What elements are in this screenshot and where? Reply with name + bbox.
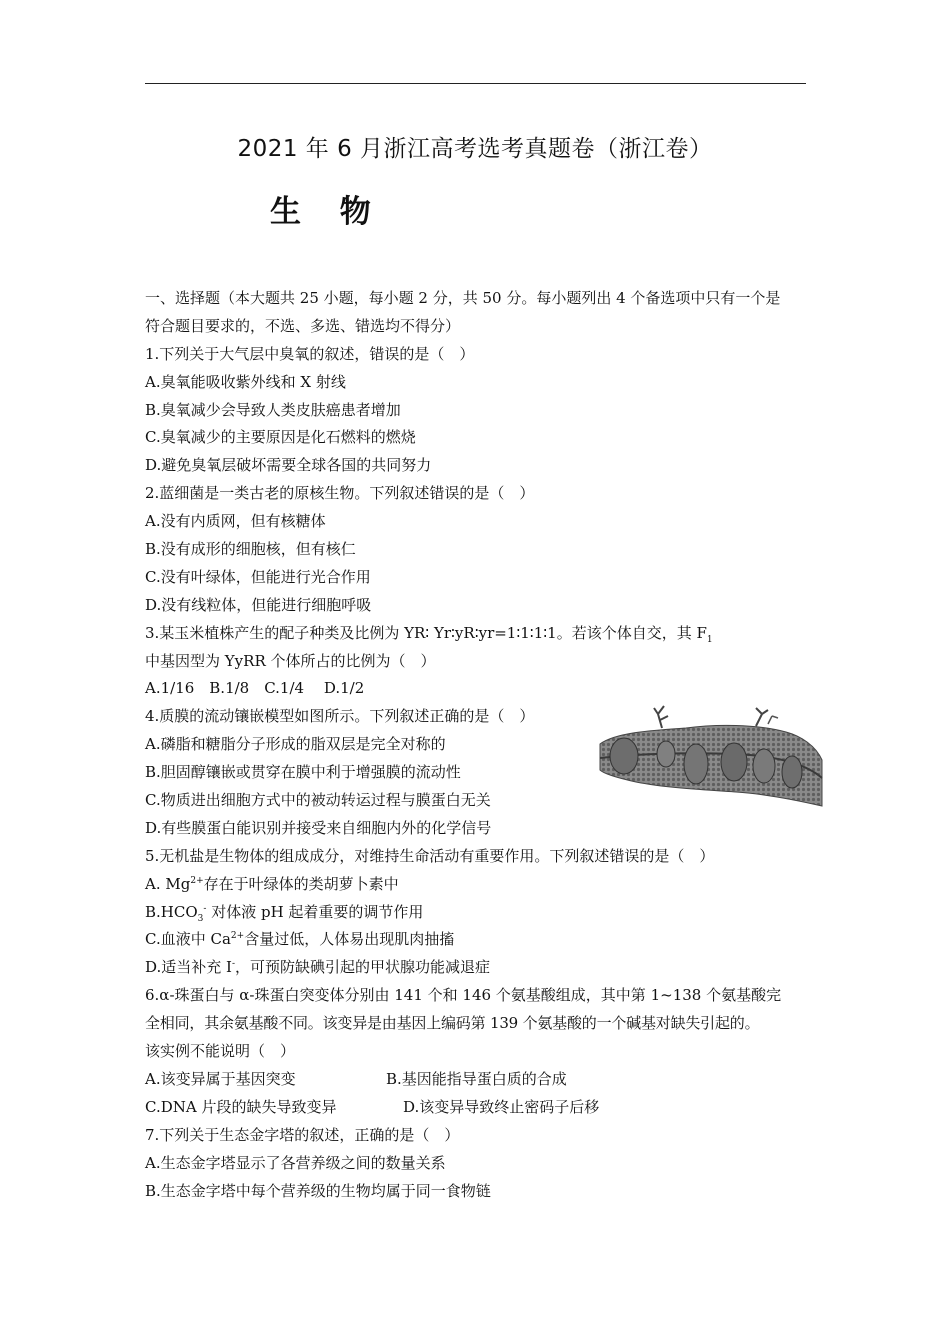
question-stem: 2.蓝细菌是一类古老的原核生物。下列叙述错误的是（ ）: [145, 484, 535, 503]
question-stem: 中基因型为 YyRR 个体所占的比例为（ ）: [145, 651, 436, 670]
exam-title: 2021 年 6 月浙江高考选考真题卷（浙江卷）: [237, 136, 713, 162]
option-text: C.臭氧减少的主要原因是化石燃料的燃烧: [145, 428, 416, 447]
option-text: D.没有线粒体，但能进行细胞呼吸: [145, 595, 372, 614]
question-stem: 该实例不能说明（ ）: [145, 1042, 296, 1061]
option-row: A.1/16 B.1/8 C.1/4 D.1/2: [145, 679, 365, 698]
superscript: -: [203, 903, 207, 914]
option-text: D.避免臭氧层破坏需要全球各国的共同努力: [145, 456, 432, 475]
question-stem: 全相同，其余氨基酸不同。该变异是由基因上编码第 139 个氨基酸的一个碱基对缺失引起的。: [145, 1014, 760, 1033]
option-part: B.HCO: [145, 902, 198, 921]
option-text: [145, 926, 810, 954]
question-stem: 6.α-珠蛋白与 α-珠蛋白突变体分别由 141 个和 146 个氨基酸组成，其中第 1~138 个氨基酸完: [145, 986, 782, 1005]
question-stem: 1.下列关于大气层中臭氧的叙述，错误的是（ ）: [145, 344, 475, 363]
option-part: C.血液中 Ca: [145, 930, 231, 949]
option-text: C.物质进出细胞方式中的被动转运过程与膜蛋白无关: [145, 791, 491, 810]
header-rule: [145, 83, 806, 84]
option-text: A.该变异属于基因突变: [145, 1069, 296, 1088]
question-stem: [145, 620, 810, 648]
section-intro: 符合题目要求的，不选、多选、错选均不得分）: [145, 316, 461, 335]
option-text: B.生态金字塔中每个营养级的生物均属于同一食物链: [145, 1181, 491, 1200]
option-text: B.没有成形的细胞核，但有核仁: [145, 540, 356, 559]
option-part: A. Mg: [145, 874, 191, 893]
superscript: 2+: [230, 931, 245, 942]
option-text: B.臭氧减少会导致人类皮肤癌患者增加: [145, 400, 401, 419]
option-text: D.该变异导致终止密码子后移: [403, 1097, 600, 1116]
option-part: D.适当补充 I: [145, 958, 232, 977]
option-text: [145, 954, 810, 982]
option-text: A.生态金字塔显示了各营养级之间的数量关系: [145, 1153, 446, 1172]
option-part: 含量过低，人体易出现肌肉抽搐: [244, 930, 455, 949]
question-stem: 7.下列关于生态金字塔的叙述，正确的是（ ）: [145, 1125, 460, 1144]
option-text: A.没有内质网，但有核糖体: [145, 512, 326, 531]
option-text: C.DNA 片段的缺失导致变异: [145, 1097, 337, 1116]
question-stem: 5.无机盐是生物体的组成成分，对维持生命活动有重要作用。下列叙述错误的是（ ）: [145, 846, 715, 865]
option-text: B.胆固醇镶嵌或贯穿在膜中利于增强膜的流动性: [145, 763, 461, 782]
subscript: 1: [706, 634, 713, 645]
option-part: 对体液 pH 起着重要的调节作用: [206, 902, 424, 921]
membrane-model-figure: [596, 702, 824, 810]
option-part: 存在于叶绿体的类胡萝卜素中: [203, 874, 399, 893]
subscript: 3: [197, 913, 204, 924]
option-text: [145, 899, 810, 927]
superscript: 2+: [190, 875, 204, 886]
section-intro: 一、选择题（本大题共 25 小题，每小题 2 分，共 50 分。每小题列出 4 个备选项中只有一个是: [145, 289, 781, 307]
option-text: [145, 871, 810, 899]
option-text: A.磷脂和糖脂分子形成的脂双层是完全对称的: [145, 735, 446, 754]
option-text: C.没有叶绿体，但能进行光合作用: [145, 567, 371, 586]
stem-text: 3.某玉米植株产生的配子种类及比例为 YR∶ Yr∶yR∶yr=1∶1∶1∶1。若该个体自交，其 F: [145, 623, 707, 642]
question-stem: 4.质膜的流动镶嵌模型如图所示。下列叙述正确的是（ ）: [145, 707, 535, 726]
subject-title: 生 物: [270, 194, 385, 230]
option-text: A.臭氧能吸收紫外线和 X 射线: [145, 372, 346, 391]
option-part: ，可预防缺碘引起的甲状腺功能减退症: [235, 958, 491, 977]
option-text: D.有些膜蛋白能识别并接受来自细胞内外的化学信号: [145, 818, 492, 837]
superscript: -: [231, 959, 236, 970]
option-row: [145, 1094, 810, 1122]
option-text: B.基因能指导蛋白质的合成: [386, 1069, 567, 1088]
option-row: [145, 1066, 810, 1094]
